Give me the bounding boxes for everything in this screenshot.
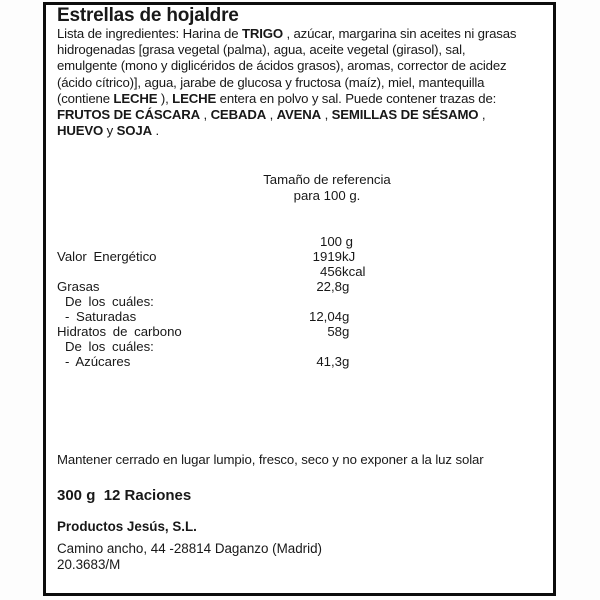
ingredients-text xyxy=(57,26,516,139)
nutrition-row-label: Valor Energético xyxy=(57,249,157,264)
nutrition-row-label: - Saturadas xyxy=(65,309,137,324)
nutrition-row-value: 1919 xyxy=(312,249,342,264)
allergen-text: SOJA xyxy=(116,123,152,139)
nutrition-row xyxy=(46,309,553,324)
ingredient-text: hidrogenadas [grasa vegetal (palma), agua, aceite vegetal (girasol), sal, xyxy=(57,42,466,58)
nutrition-row-unit: kJ xyxy=(342,249,356,264)
allergen-text: TRIGO xyxy=(241,26,283,41)
ingredient-text: , azúcar, margarina sin aceites ni grasas xyxy=(282,26,517,41)
nutrition-row-value: 41,3 xyxy=(316,354,342,369)
manufacturer-address: Camino ancho, 44 -28814 Daganzo (Madrid) xyxy=(57,541,322,556)
nutrition-row xyxy=(46,354,553,369)
nutrition-row-label: Grasas xyxy=(57,279,100,294)
allergen-text: AVENA xyxy=(276,107,322,123)
ingredients-line xyxy=(57,58,516,74)
nutrition-row-value: 58 xyxy=(327,324,342,339)
ingredients-line xyxy=(57,107,516,123)
nutrition-row-unit: g xyxy=(342,279,350,294)
ingredients-line xyxy=(57,123,516,139)
allergen-text: LECHE xyxy=(172,90,217,106)
nutrition-row-label: De los cuáles: xyxy=(65,339,154,354)
allergen-text: LECHE xyxy=(113,90,158,106)
nutrition-row-label: De los cuáles: xyxy=(65,294,154,309)
ingredient-text: emulgente (mono y diglicéridos de ácidos grasos), aromas, corrector de acidez xyxy=(57,58,507,74)
nutrition-row xyxy=(46,279,553,294)
ingredient-text: ), xyxy=(157,90,173,106)
nutrition-row xyxy=(46,249,553,264)
allergen-text: SEMILLAS DE SÉSAMO xyxy=(331,107,479,123)
nutrition-row-value: 100 xyxy=(319,234,342,249)
nutrition-row-label: - Azúcares xyxy=(65,354,131,369)
allergen-text: FRUTOS DE CÁSCARA xyxy=(57,107,201,123)
serving-reference xyxy=(147,172,507,203)
net-weight-servings: 300 g 12 Raciones xyxy=(57,487,192,504)
serving-reference-line2: para 100 g. xyxy=(293,187,361,203)
ingredient-text: Lista de ingredientes: Harina de xyxy=(57,26,242,41)
product-title: Estrellas de hojaldre xyxy=(57,5,239,26)
ingredient-text: (contiene xyxy=(57,90,114,106)
nutrition-row xyxy=(46,264,553,279)
ingredient-text: . xyxy=(151,123,159,139)
ingredients-line xyxy=(57,75,516,91)
ingredients-line xyxy=(57,91,516,107)
ingredient-text: , xyxy=(266,107,277,123)
nutrition-row-value: 12,04 xyxy=(308,309,342,324)
ingredients-line xyxy=(57,42,516,58)
manufacturer-name: Productos Jesús, S.L. xyxy=(57,519,197,534)
nutrition-row xyxy=(46,294,553,309)
ingredients-line xyxy=(57,26,516,42)
allergen-text: HUEVO xyxy=(57,123,104,139)
nutrition-row-unit: kcal xyxy=(342,264,366,279)
ingredient-text: , xyxy=(200,107,211,123)
product-label xyxy=(43,2,556,596)
ingredient-text: , xyxy=(478,107,486,123)
nutrition-table xyxy=(46,234,553,369)
nutrition-row-label: Hidratos de carbono xyxy=(57,324,182,339)
nutrition-row-unit: g xyxy=(342,354,350,369)
nutrition-row-unit: g xyxy=(342,324,350,339)
nutrition-row-unit: g xyxy=(342,234,353,249)
ingredient-text: entera en polvo y sal. Puede contener trazas de: xyxy=(216,90,497,106)
serving-reference-line1: Tamaño de referencia xyxy=(263,172,391,187)
allergen-text: CEBADA xyxy=(210,107,267,123)
ingredient-text: , xyxy=(321,107,332,123)
nutrition-row xyxy=(46,339,553,354)
nutrition-row-value: 22,8 xyxy=(316,279,342,294)
nutrition-row xyxy=(46,324,553,339)
ingredient-text: y xyxy=(103,123,117,139)
lot-code: 20.3683/M xyxy=(57,557,121,572)
ingredient-text: (ácido cítrico)], agua, jarabe de glucosa y fructosa (maíz), miel, mantequilla xyxy=(57,74,485,90)
nutrition-row xyxy=(46,234,553,249)
storage-instructions: Mantener cerrado en lugar lumpio, fresco, seco y no exponer a la luz solar xyxy=(57,452,484,467)
nutrition-row-unit: g xyxy=(342,309,350,324)
nutrition-row-value: 456 xyxy=(319,264,342,279)
